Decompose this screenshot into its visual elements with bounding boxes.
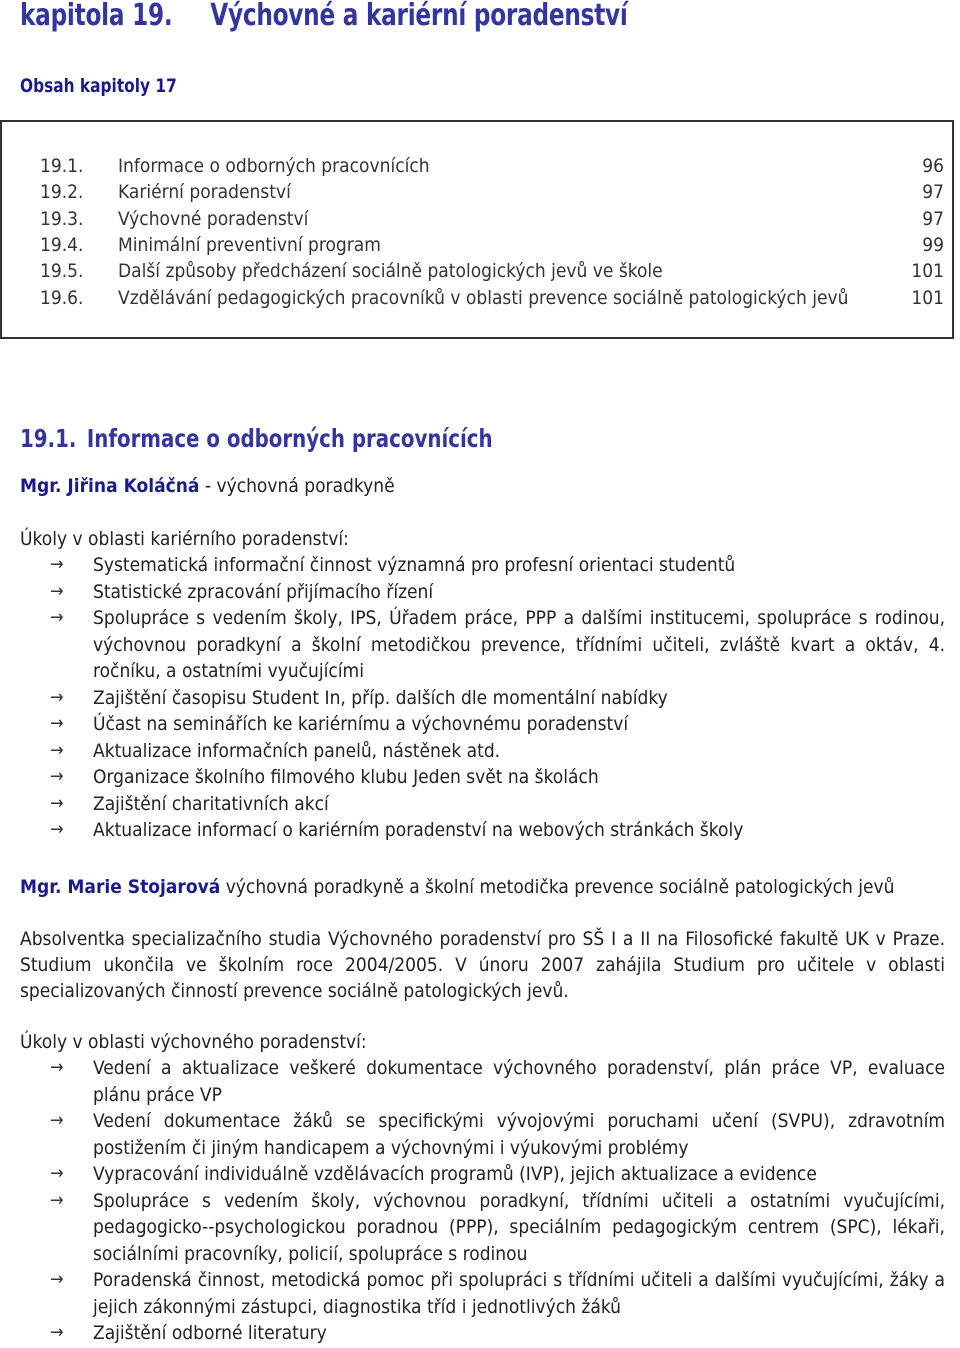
contents-heading: Obsah kapitoly 17 [20,75,177,97]
task-text: Organizace školního filmového klubu Jeden svět na školách [93,766,599,788]
task-item [20,711,945,738]
right-arrow-icon: → [50,1322,64,1343]
task-text: Vedení dokumentace žáků se specifickými vývojovými poruchami učení (SVPU), zdravotním postižením či jiným handicapem a výchovnými i výukovými problémy [93,1110,945,1159]
table-of-contents [0,120,954,339]
task-text: Aktualizace informačních panelů, nástěnek atd. [93,739,501,762]
toc-entry-page: 101 [911,286,944,309]
task-item [20,1188,945,1268]
task-item [20,1161,945,1188]
person2-role: výchovná poradkyně a školní metodička prevence sociálně patologických jevů [220,876,895,898]
toc-entry-page: 97 [922,207,944,230]
chapter-label: kapitola 19. [20,0,173,33]
toc-entry-page: 99 [922,233,944,256]
toc-entry-label: Další způsoby předcházení sociálně patologických jevů ve škole [118,260,663,283]
right-arrow-icon: → [50,739,64,761]
toc-entry [40,179,944,205]
task-item [20,1055,945,1108]
task-text: Spolupráce s vedením školy, IPS, Úřadem práce, PPP a dalšími institucemi, spolupráce s rodinou, výchovnou poradkyní a školní metodičkou prevence, třídními učiteli, zvláště kvart a oktáv, 4. ročníku, a ostatními vyučujícími [93,607,945,682]
toc-entry-label: Výchovné poradenství [118,207,309,230]
person2-bio: Absolventka specializačního studia Výchovného poradenství pro SŠ I a II na Filosofické fakultě UK v Praze. Studium ukončila ve školním roce 2004/2005. V únoru 2007 zahájila Studium pro učitele v oblasti specializovaných činností prevence sociálně patologických jevů. [20,928,945,1002]
person1-name: Mgr. Jiřina Koláčná [20,475,200,497]
task-text: Zajištění časopisu Student In, příp. dalších dle momentální nabídky [93,686,668,709]
toc-entry-number: 19.1. [40,155,84,177]
right-arrow-icon: → [50,713,64,734]
right-arrow-icon: → [50,819,64,840]
task-item [20,764,945,791]
task-text: Spolupráce s vedením školy, výchovnou poradkyní, třídními učiteli a ostatními vyučujícími, pedagogicko--psychologickou poradnou (PPP), speciálním pedagogickým centrem (SPC), lékaři, sociálními pracovníky, policií, spolupráce s rodinou [93,1189,945,1265]
person1-role: - výchovná poradkyně [199,475,395,497]
task-item [20,1108,945,1161]
right-arrow-icon: → [50,1189,64,1211]
person1-task-list [20,552,945,844]
task-text: Vedení a aktualizace veškeré dokumentace výchovného poradenství, plán práce VP, evaluace plánu práce VP [93,1057,945,1106]
toc-entry [40,258,944,284]
toc-entry-label: Vzdělávání pedagogických pracovníků v oblasti prevence sociálně patologických jevů [118,286,849,309]
toc-entry-label: Informace o odborných pracovnících [118,155,430,177]
task-text: Statistické zpracování přijímacího řízení [93,580,434,603]
right-arrow-icon: → [50,792,64,814]
person1-header [20,473,945,499]
person2-task-list [20,1055,945,1347]
section-title [20,424,493,453]
right-arrow-icon: → [50,580,64,602]
task-text: Aktualizace informací o kariérním poradenství na webových stránkách školy [93,819,744,841]
toc-entry-page: 96 [922,155,944,177]
toc-entry-number: 19.6. [40,286,84,309]
toc-entry-label: Kariérní poradenství [118,181,291,204]
task-item [20,1320,945,1347]
right-arrow-icon: → [50,554,64,575]
chapter-title-text: Výchovné a kariérní poradenství [210,0,628,33]
toc-entry [40,206,944,232]
person2-name: Mgr. Marie Stojarová [20,876,221,898]
task-item [20,552,945,579]
person1-tasks-heading: Úkoly v oblasti kariérního poradenství: [20,528,349,550]
person2-tasks-heading: Úkoly v oblasti výchovného poradenství: [20,1031,367,1053]
section-number: 19.1. [20,424,77,453]
task-item [20,685,945,712]
person2-header [20,874,945,900]
right-arrow-icon: → [50,1110,64,1131]
task-text: Systematická informační činnost významná pro profesní orientaci studentů [93,554,736,576]
toc-entry [40,232,944,258]
section-title-text: Informace o odborných pracovnících [86,424,493,453]
task-item [20,579,945,606]
task-item [20,817,945,844]
task-text: Poradenská činnost, metodická pomoc při spolupráci s třídními učiteli a dalšími vyučujícími, žáky a jejich zákonnými zástupci, diagnostika tříd i jednotlivých žáků [93,1269,945,1318]
toc-entry-number: 19.3. [40,207,84,230]
right-arrow-icon: → [50,1163,64,1184]
right-arrow-icon: → [50,607,64,628]
right-arrow-icon: → [50,686,64,708]
task-text: Zajištění odborné literatury [93,1322,327,1344]
toc-entry-label: Minimální preventivní program [118,233,381,256]
toc-entry-number: 19.2. [40,181,84,204]
task-text: Zajištění charitativních akcí [93,792,329,815]
toc-entry [40,153,944,179]
toc-entry [40,285,944,311]
task-item [20,791,945,818]
right-arrow-icon: → [50,1057,64,1078]
task-text: Účast na seminářích ke kariérnímu a výchovnému poradenství [93,713,629,735]
task-item [20,1267,945,1320]
right-arrow-icon: → [50,1269,64,1290]
toc-entry-page: 97 [922,181,944,204]
toc-entry-number: 19.5. [40,260,84,283]
toc-entry-number: 19.4. [40,233,84,256]
right-arrow-icon: → [50,766,64,787]
task-text: Vypracování individuálně vzdělávacích programů (IVP), jejich aktualizace a evidence [93,1163,817,1185]
task-item [20,605,945,685]
task-item [20,738,945,765]
chapter-title [20,0,628,33]
toc-entry-page: 101 [911,260,944,283]
